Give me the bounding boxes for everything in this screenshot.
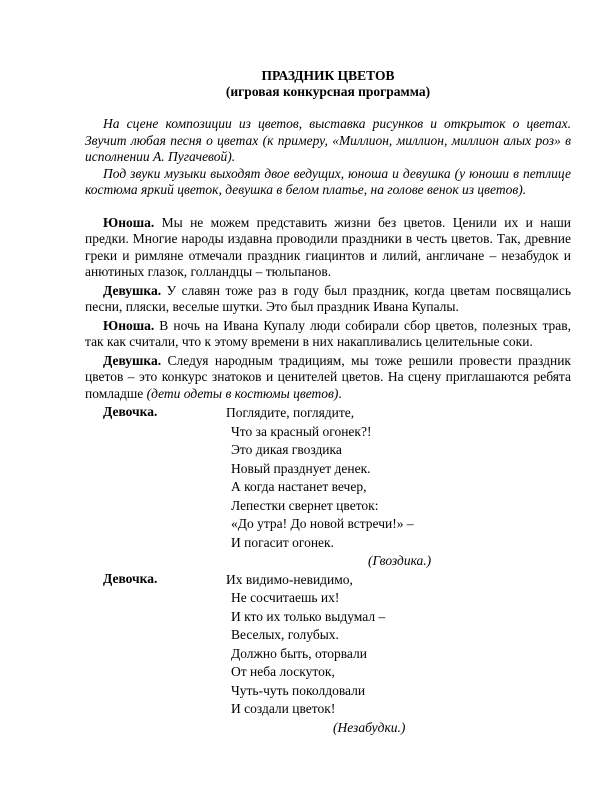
speaker-name: Девушка. — [103, 352, 162, 368]
poem-block — [85, 404, 571, 571]
poem-line: Веселых, голубых. — [231, 627, 339, 642]
dialog-line — [85, 318, 571, 351]
intro-paragraph: Под звуки музыки выходят двое ведущих, юноша и девушка (у юноши в петлице костюма яркий цветок, девушка в белом платье, на голове венок из цветов). — [85, 165, 571, 197]
speaker-name: Юноша. — [103, 214, 155, 230]
poem-line: Лепестки свернет цветок: — [231, 497, 379, 513]
poem-line: «До утра! До новой встречи!» – — [231, 516, 414, 531]
document-subtitle: (игровая конкурсная программа) — [225, 84, 431, 99]
poem-speaker: Девочка. — [103, 570, 158, 586]
poem-line: От неба лоскуток, — [231, 664, 335, 679]
poem-line: Их видимо-невидимо, — [226, 571, 353, 587]
dialog — [85, 215, 571, 403]
dialog-text: У славян тоже раз в году был праздник, когда цветам посвящались песни, пляски, веселые шутки. Это был праздник Ивана Купалы. — [85, 282, 571, 314]
poem-line: Что за красный огонек?! — [231, 423, 372, 439]
speaker-name: Девушка. — [103, 282, 162, 298]
poem-speaker: Девочка. — [103, 404, 158, 419]
dialog-line — [85, 215, 571, 281]
poem-line: И создали цветок! — [231, 701, 336, 716]
intro-paragraph: На сцене композиции из цветов, выставка рисунков и открыток о цветах. Звучит любая песня о цветах (к примеру, «Миллион, миллион, миллион алых роз» в исполнении А. Пугачевой). — [85, 116, 571, 164]
dialog-text: В ночь на Ивана Купалу люди собирали сбор цветов, полезных трав, так как считали, что к этому времени в них накапливались целительные соки. — [85, 317, 571, 349]
dialog-text: Мы не можем представить жизни без цветов. Ценили их и наши предки. Многие народы издавна проводили праздники в честь цветов. Так, древние греки и римляне отмечали праздник гиацинтов и лилий, англичане – незабудок и анютиных глазок, голландцы – тюльпанов. — [85, 214, 571, 279]
poem-line: И погасит огонек. — [231, 534, 334, 550]
poem-line: Не сосчитаешь их! — [231, 590, 340, 605]
poem-line: Поглядите, поглядите, — [226, 405, 355, 420]
document-title: ПРАЗДНИК ЦВЕТОВ — [261, 68, 395, 83]
poem-lines — [226, 571, 571, 738]
poem-lines — [226, 404, 571, 571]
stage-direction: (дети одеты в костюмы цветов) — [146, 385, 339, 401]
intro-stage-directions — [85, 116, 571, 199]
dialog-text: Следуя народным традициям, мы тоже решили провести праздник цветов – это конкурс знатоков и ценителей цветов. На сцену приглашаются ребята помладше — [85, 352, 571, 401]
dialog-line — [85, 353, 571, 403]
dialog-line — [85, 283, 571, 316]
dialog-text-end: . — [338, 385, 342, 401]
poem-line: Это дикая гвоздика — [231, 442, 342, 457]
poem-answer: (Незабудки.) — [333, 719, 406, 735]
poem-block — [85, 571, 571, 738]
poem-line: И кто их только выдумал – — [231, 608, 386, 624]
poem-line: Чуть-чуть поколдовали — [231, 682, 366, 698]
speaker-name: Юноша. — [103, 317, 155, 333]
poem-answer: (Гвоздика.) — [368, 553, 432, 568]
poem-line: Должно быть, оторвали — [231, 645, 368, 661]
document-page — [85, 68, 571, 737]
poem-line: Новый празднует денек. — [231, 460, 371, 476]
poem-line: А когда настанет вечер, — [231, 479, 367, 494]
